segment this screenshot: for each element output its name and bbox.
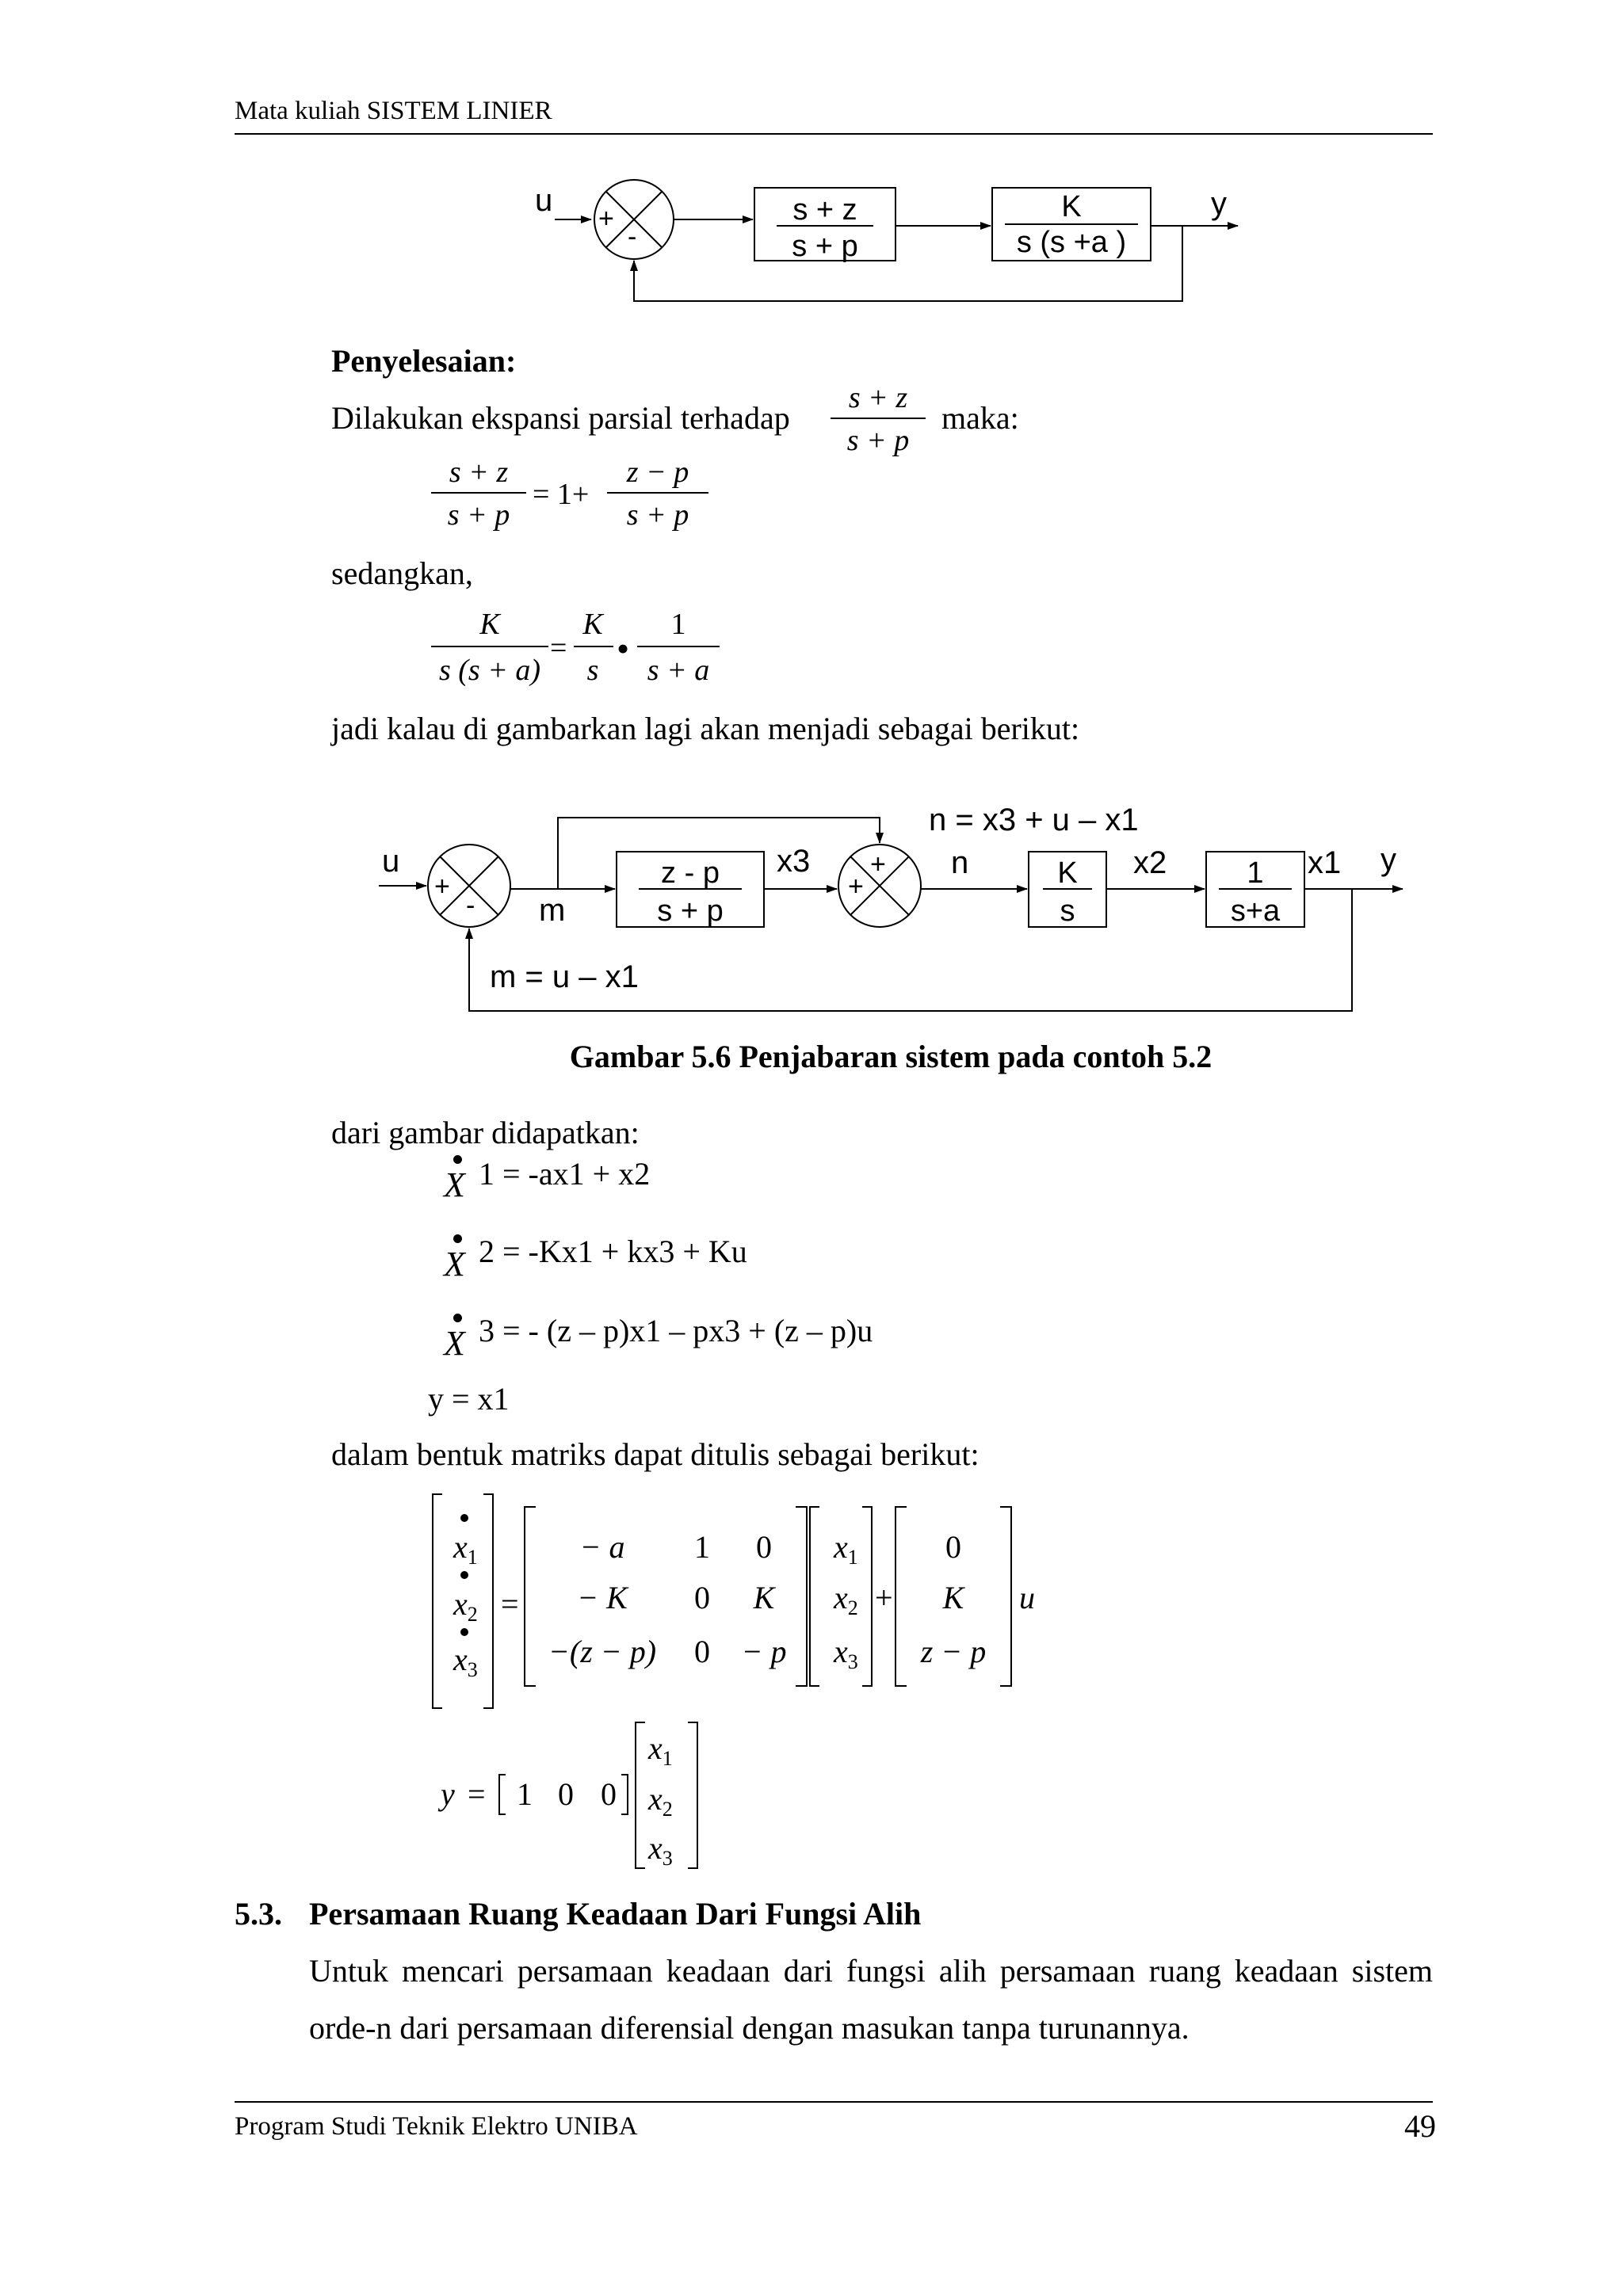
- matrix-input-u: u: [1019, 1580, 1035, 1615]
- matrix-a-22: 0: [694, 1580, 710, 1615]
- inline-frac-num: s + z: [848, 381, 908, 414]
- matrix-b-1: 0: [945, 1529, 961, 1565]
- solution-intro-text: Dilakukan ekspansi parsial terhadap: [331, 400, 790, 436]
- header-title: Mata kuliah SISTEM LINIER: [235, 97, 552, 125]
- output-state-3: $x_3$: [648, 1830, 673, 1870]
- eq2-lhs-den: s (s + a): [438, 654, 541, 687]
- matrix-a-21: − K: [577, 1580, 628, 1615]
- d2-label-x2: x2: [1133, 845, 1167, 880]
- output-state-1: $x_1$: [648, 1730, 673, 1770]
- matrix-a-13: 0: [756, 1529, 772, 1565]
- d2-block-2-den: s: [1060, 894, 1075, 928]
- equation-factor: [428, 602, 745, 697]
- xdot-vector-1: $x_1$: [453, 1529, 478, 1569]
- derivation-intro: dari gambar didapatkan:: [331, 1115, 640, 1150]
- output-equals: =: [468, 1776, 486, 1812]
- d2-block-1-num: z - p: [661, 856, 720, 890]
- d1-block-2-num: K: [1061, 190, 1082, 223]
- eq2-dot: •: [617, 628, 630, 669]
- d1-sum-plus: +: [598, 204, 614, 234]
- state-vector-3: $x_3$: [834, 1634, 858, 1673]
- output-state-2: $x_2$: [648, 1781, 673, 1821]
- figure-caption: Gambar 5.6 Penjabaran sistem pada contoh 5.2: [569, 1039, 1212, 1074]
- d2-output-label: y: [1381, 842, 1396, 877]
- eq1-rhs-num: z − p: [626, 456, 689, 489]
- xdot-symbol-1: X: [441, 1149, 472, 1204]
- d2-n-equation: n = x3 + u – x1: [929, 803, 1139, 837]
- d2-sum1-minus: -: [466, 891, 475, 921]
- state-vector-2: $x_2$: [834, 1580, 858, 1619]
- eq1-lhs-den: s + p: [447, 498, 510, 532]
- state-vector-1: $x_1$: [834, 1529, 858, 1569]
- d2-sum2-plus-left: +: [848, 871, 864, 902]
- d1-block-1-den: s + p: [792, 230, 858, 263]
- d1-input-label: u: [535, 183, 553, 218]
- matrix-a-23: K: [753, 1580, 775, 1615]
- d2-block-1-den: s + p: [657, 894, 724, 928]
- footer-program: Program Studi Teknik Elektro UNIBA: [235, 2112, 638, 2141]
- equation-x1-dot: 1 = -ax1 + x2: [479, 1156, 651, 1192]
- equation-partial-expansion: [428, 452, 745, 539]
- d2-label-x3: x3: [777, 844, 811, 879]
- output-matrix-equation: [428, 1711, 745, 1878]
- jadi-text: jadi kalau di gambarkan lagi akan menjadi sebagai berikut:: [331, 711, 1080, 746]
- d2-m-equation: m = u – x1: [490, 959, 639, 994]
- equation-x3-dot: 3 = - (z – p)x1 – px3 + (z – p)u: [479, 1313, 873, 1348]
- matrix-a-12: 1: [694, 1529, 710, 1565]
- matrix-b-3: z − p: [920, 1634, 987, 1669]
- eq2-lhs-num: K: [479, 608, 500, 641]
- equation-output: y = x1: [428, 1381, 510, 1417]
- block-diagram-1: [0, 0, 1623, 333]
- section-paragraph-line-1: Untuk mencari persamaan keadaan dari fungsi alih persamaan ruang keadaan sistem: [309, 1953, 1433, 1989]
- state-matrix-equation: [396, 1489, 1078, 1735]
- block-diagram-2: [0, 776, 1623, 1030]
- d2-block-2-num: K: [1057, 856, 1078, 890]
- d2-label-m: m: [539, 893, 566, 928]
- d2-block-3-den: s+a: [1230, 894, 1281, 928]
- d2-label-x1: x1: [1308, 845, 1342, 880]
- d1-output-label: y: [1211, 186, 1227, 221]
- matrix-a-32: 0: [694, 1634, 710, 1669]
- eq2-rhs-num: 1: [670, 608, 686, 641]
- xdot-vector-3: $x_3$: [453, 1642, 478, 1681]
- matrix-c-3: 0: [601, 1776, 617, 1812]
- d2-label-n: n: [951, 845, 969, 880]
- matrix-a-33: − p: [741, 1634, 787, 1669]
- matrix-a-31: −(z − p): [548, 1634, 657, 1669]
- matrix-intro: dalam bentuk matriks dapat ditulis sebagai berikut:: [331, 1436, 980, 1472]
- matrix-plus: +: [875, 1580, 893, 1615]
- d1-block-1-num: s + z: [792, 193, 857, 227]
- section-title: Persamaan Ruang Keadaan Dari Fungsi Alih: [309, 1896, 922, 1932]
- d2-sum2-plus-top: +: [870, 849, 886, 879]
- eq2-rhs-den: s + a: [647, 654, 710, 687]
- eq2-equals: =: [550, 631, 567, 665]
- eq2-mid-den: s: [586, 654, 599, 687]
- xdot-symbol-3: X: [441, 1307, 472, 1363]
- matrix-c-1: 1: [517, 1776, 533, 1812]
- d2-sum1-plus: +: [434, 871, 450, 902]
- eq1-rhs-den: s + p: [626, 498, 689, 532]
- footer-rule: [235, 2101, 1433, 2103]
- sedangkan-text: sedangkan,: [331, 555, 473, 591]
- matrix-b-2: K: [942, 1580, 964, 1615]
- inline-frac-den: s + p: [846, 424, 910, 457]
- matrix-a-11: − a: [579, 1529, 625, 1565]
- eq2-mid-num: K: [582, 608, 603, 641]
- solution-heading: Penyelesaian:: [331, 343, 517, 379]
- section-paragraph-line-2: orde-n dari persamaan diferensial dengan masukan tanpa turunannya.: [309, 2010, 1190, 2046]
- eq1-lhs-num: s + z: [449, 456, 509, 489]
- matrix-equals: =: [501, 1586, 519, 1622]
- d2-input-label: u: [382, 844, 400, 879]
- xdot-vector-2: $x_2$: [453, 1586, 478, 1626]
- matrix-c-2: 0: [558, 1776, 574, 1812]
- inline-fraction-sz: [824, 379, 935, 458]
- output-y: y: [441, 1776, 455, 1812]
- equation-x2-dot: 2 = -Kx1 + kx3 + Ku: [479, 1234, 747, 1269]
- d2-block-3-num: 1: [1247, 856, 1264, 890]
- page-number: 49: [1404, 2108, 1436, 2144]
- section-number: 5.3.: [235, 1896, 282, 1932]
- d1-block-2-den: s (s +a ): [1016, 226, 1127, 259]
- xdot-symbol-2: X: [441, 1228, 472, 1283]
- solution-intro-after: maka:: [941, 400, 1019, 436]
- d1-sum-minus: -: [628, 222, 637, 252]
- eq1-one-plus: = 1+: [533, 478, 590, 511]
